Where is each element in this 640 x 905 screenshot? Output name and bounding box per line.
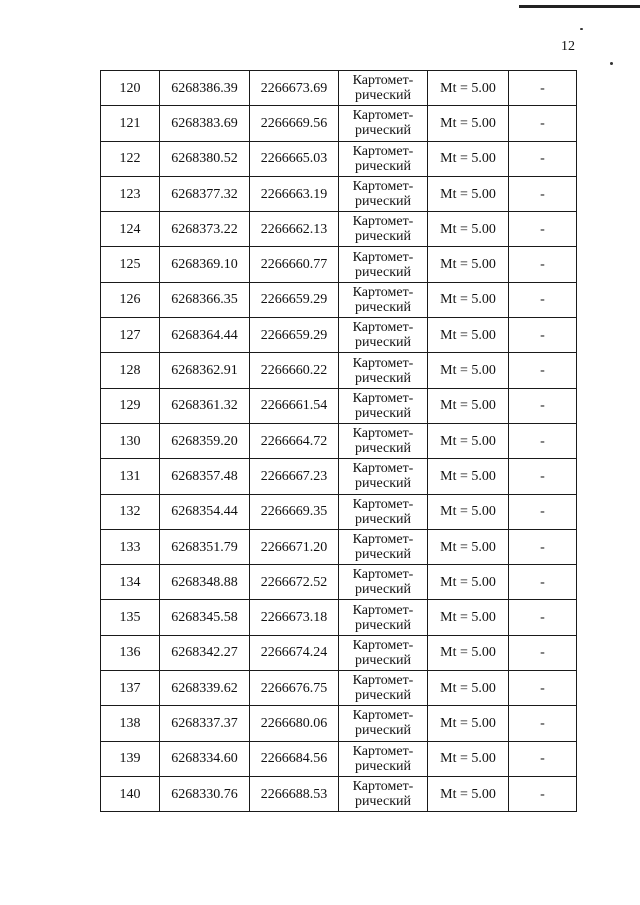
accuracy-cell: Mt = 5.00 xyxy=(428,635,509,670)
method-line-2: рический xyxy=(354,158,412,174)
x-coordinate-cell: 6268354.44 xyxy=(160,494,250,529)
method-line-2: рический xyxy=(354,582,412,598)
point-number-cell: 140 xyxy=(101,776,160,811)
note-cell: - xyxy=(509,176,577,211)
accuracy-cell: Mt = 5.00 xyxy=(428,565,509,600)
accuracy-cell: Mt = 5.00 xyxy=(428,423,509,458)
point-number-cell: 124 xyxy=(101,212,160,247)
method-cell xyxy=(339,353,428,388)
table-row xyxy=(101,71,577,106)
method-line-1: Картомет- xyxy=(352,179,414,195)
method-line-2: рический xyxy=(354,370,412,386)
accuracy-cell: Mt = 5.00 xyxy=(428,176,509,211)
method-cell xyxy=(339,71,428,106)
method-line-1: Картомет- xyxy=(352,532,414,547)
note-cell: - xyxy=(509,247,577,282)
table-row xyxy=(101,706,577,741)
point-number-cell: 127 xyxy=(101,318,160,353)
x-coordinate-cell: 6268348.88 xyxy=(160,565,250,600)
method-line-2: рический xyxy=(354,264,412,280)
accuracy-cell: Mt = 5.00 xyxy=(428,141,509,176)
method-cell xyxy=(339,176,428,211)
page-number: 12 xyxy=(561,39,575,54)
table-row xyxy=(101,318,577,353)
table-row xyxy=(101,353,577,388)
table-row xyxy=(101,388,577,423)
y-coordinate-cell: 2266667.23 xyxy=(250,459,339,494)
x-coordinate-cell: 6268361.32 xyxy=(160,388,250,423)
y-coordinate-cell: 2266680.06 xyxy=(250,706,339,741)
top-border-line xyxy=(519,5,640,8)
point-number-cell: 135 xyxy=(101,600,160,635)
method-line-1: Картомет- xyxy=(352,390,414,406)
point-number-cell: 120 xyxy=(101,71,160,106)
method-cell xyxy=(339,106,428,141)
method-line-1: Картомет- xyxy=(352,284,414,300)
method-line-1: Картомет- xyxy=(352,743,414,759)
y-coordinate-cell: 2266660.22 xyxy=(250,353,339,388)
method-cell xyxy=(339,282,428,317)
table-row xyxy=(101,741,577,776)
table-row xyxy=(101,459,577,494)
y-coordinate-cell: 2266688.53 xyxy=(250,776,339,811)
accuracy-cell: Mt = 5.00 xyxy=(428,388,509,423)
method-line-1: Картомет- xyxy=(352,567,414,583)
note-cell: - xyxy=(509,776,577,811)
x-coordinate-cell: 6268386.39 xyxy=(160,71,250,106)
y-coordinate-cell: 2266669.35 xyxy=(250,494,339,529)
method-line-2: рический xyxy=(354,441,412,457)
table-row xyxy=(101,141,577,176)
method-line-1: Картомет- xyxy=(352,602,414,618)
method-line-2: рический xyxy=(354,299,412,315)
accuracy-cell: Mt = 5.00 xyxy=(428,318,509,353)
point-number-cell: 134 xyxy=(101,565,160,600)
method-line-2: рический xyxy=(354,688,412,704)
method-cell xyxy=(339,671,428,706)
note-cell: - xyxy=(509,706,577,741)
method-line-1: Картомет- xyxy=(352,73,414,89)
method-cell xyxy=(339,565,428,600)
accuracy-cell: Mt = 5.00 xyxy=(428,706,509,741)
point-number-cell: 138 xyxy=(101,706,160,741)
table-row xyxy=(101,565,577,600)
x-coordinate-cell: 6268330.76 xyxy=(160,776,250,811)
y-coordinate-cell: 2266676.75 xyxy=(250,671,339,706)
x-coordinate-cell: 6268334.60 xyxy=(160,741,250,776)
note-cell: - xyxy=(509,741,577,776)
table-row xyxy=(101,282,577,317)
point-number-cell: 136 xyxy=(101,635,160,670)
point-number-cell: 126 xyxy=(101,282,160,317)
table-row xyxy=(101,776,577,811)
method-cell xyxy=(339,776,428,811)
scan-speck xyxy=(610,62,613,65)
x-coordinate-cell: 6268377.32 xyxy=(160,176,250,211)
y-coordinate-cell: 2266672.52 xyxy=(250,565,339,600)
x-coordinate-cell: 6268369.10 xyxy=(160,247,250,282)
accuracy-cell: Mt = 5.00 xyxy=(428,741,509,776)
note-cell: - xyxy=(509,671,577,706)
method-cell xyxy=(339,459,428,494)
note-cell: - xyxy=(509,212,577,247)
method-cell xyxy=(339,635,428,670)
x-coordinate-cell: 6268373.22 xyxy=(160,212,250,247)
point-number-cell: 132 xyxy=(101,494,160,529)
accuracy-cell: Mt = 5.00 xyxy=(428,671,509,706)
accuracy-cell: Mt = 5.00 xyxy=(428,247,509,282)
scan-speck xyxy=(580,28,583,30)
x-coordinate-cell: 6268380.52 xyxy=(160,141,250,176)
method-line-2: рический xyxy=(354,405,412,421)
point-number-cell: 125 xyxy=(101,247,160,282)
point-number-cell: 122 xyxy=(101,141,160,176)
note-cell: - xyxy=(509,635,577,670)
method-cell xyxy=(339,388,428,423)
method-cell xyxy=(339,318,428,353)
y-coordinate-cell: 2266674.24 xyxy=(250,635,339,670)
method-cell xyxy=(339,529,428,564)
y-coordinate-cell: 2266684.56 xyxy=(250,741,339,776)
y-coordinate-cell: 2266660.77 xyxy=(250,247,339,282)
table-row xyxy=(101,529,577,564)
x-coordinate-cell: 6268359.20 xyxy=(160,423,250,458)
x-coordinate-cell: 6268337.37 xyxy=(160,706,250,741)
method-line-2: рический xyxy=(354,476,412,492)
note-cell: - xyxy=(509,318,577,353)
note-cell: - xyxy=(509,106,577,141)
table-row xyxy=(101,635,577,670)
method-cell xyxy=(339,600,428,635)
method-line-1: Картомет- xyxy=(352,108,414,124)
note-cell: - xyxy=(509,529,577,564)
note-cell: - xyxy=(509,423,577,458)
y-coordinate-cell: 2266659.29 xyxy=(250,318,339,353)
method-cell xyxy=(339,423,428,458)
note-cell: - xyxy=(509,71,577,106)
y-coordinate-cell: 2266664.72 xyxy=(250,423,339,458)
coordinates-table-body xyxy=(101,71,577,812)
method-cell xyxy=(339,494,428,529)
point-number-cell: 121 xyxy=(101,106,160,141)
y-coordinate-cell: 2266665.03 xyxy=(250,141,339,176)
method-line-2: рический xyxy=(354,194,412,210)
method-line-2: рический xyxy=(354,335,412,351)
point-number-cell: 128 xyxy=(101,353,160,388)
y-coordinate-cell: 2266673.18 xyxy=(250,600,339,635)
method-cell xyxy=(339,141,428,176)
method-line-2: рический xyxy=(354,723,412,739)
accuracy-cell: Mt = 5.00 xyxy=(428,282,509,317)
y-coordinate-cell: 2266673.69 xyxy=(250,71,339,106)
point-number-cell: 129 xyxy=(101,388,160,423)
method-line-1: Картомет- xyxy=(352,673,414,689)
y-coordinate-cell: 2266671.20 xyxy=(250,529,339,564)
method-line-1: Картомет- xyxy=(352,461,414,477)
point-number-cell: 137 xyxy=(101,671,160,706)
x-coordinate-cell: 6268357.48 xyxy=(160,459,250,494)
coordinates-table xyxy=(100,70,577,812)
note-cell: - xyxy=(509,141,577,176)
method-line-2: рический xyxy=(354,123,412,139)
y-coordinate-cell: 2266662.13 xyxy=(250,212,339,247)
method-line-2: рический xyxy=(354,758,412,774)
accuracy-cell: Mt = 5.00 xyxy=(428,106,509,141)
point-number-cell: 133 xyxy=(101,529,160,564)
x-coordinate-cell: 6268364.44 xyxy=(160,318,250,353)
note-cell: - xyxy=(509,565,577,600)
accuracy-cell: Mt = 5.00 xyxy=(428,71,509,106)
method-line-2: рический xyxy=(354,511,412,527)
table-row xyxy=(101,671,577,706)
accuracy-cell: Mt = 5.00 xyxy=(428,776,509,811)
x-coordinate-cell: 6268345.58 xyxy=(160,600,250,635)
point-number-cell: 130 xyxy=(101,423,160,458)
y-coordinate-cell: 2266661.54 xyxy=(250,388,339,423)
note-cell: - xyxy=(509,353,577,388)
method-line-2: рический xyxy=(354,652,412,668)
note-cell: - xyxy=(509,600,577,635)
method-line-2: рический xyxy=(354,794,412,810)
method-line-1: Картомет- xyxy=(352,320,414,336)
point-number-cell: 123 xyxy=(101,176,160,211)
accuracy-cell: Mt = 5.00 xyxy=(428,529,509,564)
y-coordinate-cell: 2266663.19 xyxy=(250,176,339,211)
accuracy-cell: Mt = 5.00 xyxy=(428,353,509,388)
x-coordinate-cell: 6268383.69 xyxy=(160,106,250,141)
x-coordinate-cell: 6268342.27 xyxy=(160,635,250,670)
accuracy-cell: Mt = 5.00 xyxy=(428,459,509,494)
method-line-1: Картомет- xyxy=(352,637,414,653)
table-row xyxy=(101,494,577,529)
table-row xyxy=(101,423,577,458)
method-line-1: Картомет- xyxy=(352,496,414,512)
x-coordinate-cell: 6268362.91 xyxy=(160,353,250,388)
y-coordinate-cell: 2266669.56 xyxy=(250,106,339,141)
table-row xyxy=(101,212,577,247)
method-line-2: рический xyxy=(354,88,412,104)
method-line-1: Картомет- xyxy=(352,708,414,724)
method-cell xyxy=(339,741,428,776)
note-cell: - xyxy=(509,388,577,423)
accuracy-cell: Mt = 5.00 xyxy=(428,212,509,247)
note-cell: - xyxy=(509,282,577,317)
x-coordinate-cell: 6268351.79 xyxy=(160,529,250,564)
point-number-cell: 131 xyxy=(101,459,160,494)
accuracy-cell: Mt = 5.00 xyxy=(428,494,509,529)
y-coordinate-cell: 2266659.29 xyxy=(250,282,339,317)
table-row xyxy=(101,176,577,211)
note-cell: - xyxy=(509,494,577,529)
method-cell xyxy=(339,212,428,247)
method-line-1: Картомет- xyxy=(352,214,414,230)
method-cell xyxy=(339,247,428,282)
method-line-1: Картомет- xyxy=(352,779,414,795)
method-line-1: Картомет- xyxy=(352,143,414,159)
method-line-1: Картомет- xyxy=(352,355,414,371)
method-line-1: Картомет- xyxy=(352,426,414,442)
method-line-2: рический xyxy=(354,617,412,633)
note-cell: - xyxy=(509,459,577,494)
method-line-2: рический xyxy=(354,547,412,562)
method-line-1: Картомет- xyxy=(352,249,414,265)
x-coordinate-cell: 6268366.35 xyxy=(160,282,250,317)
table-row xyxy=(101,106,577,141)
point-number-cell: 139 xyxy=(101,741,160,776)
table-row xyxy=(101,600,577,635)
method-cell xyxy=(339,706,428,741)
method-line-2: рический xyxy=(354,229,412,245)
accuracy-cell: Mt = 5.00 xyxy=(428,600,509,635)
table-row xyxy=(101,247,577,282)
x-coordinate-cell: 6268339.62 xyxy=(160,671,250,706)
